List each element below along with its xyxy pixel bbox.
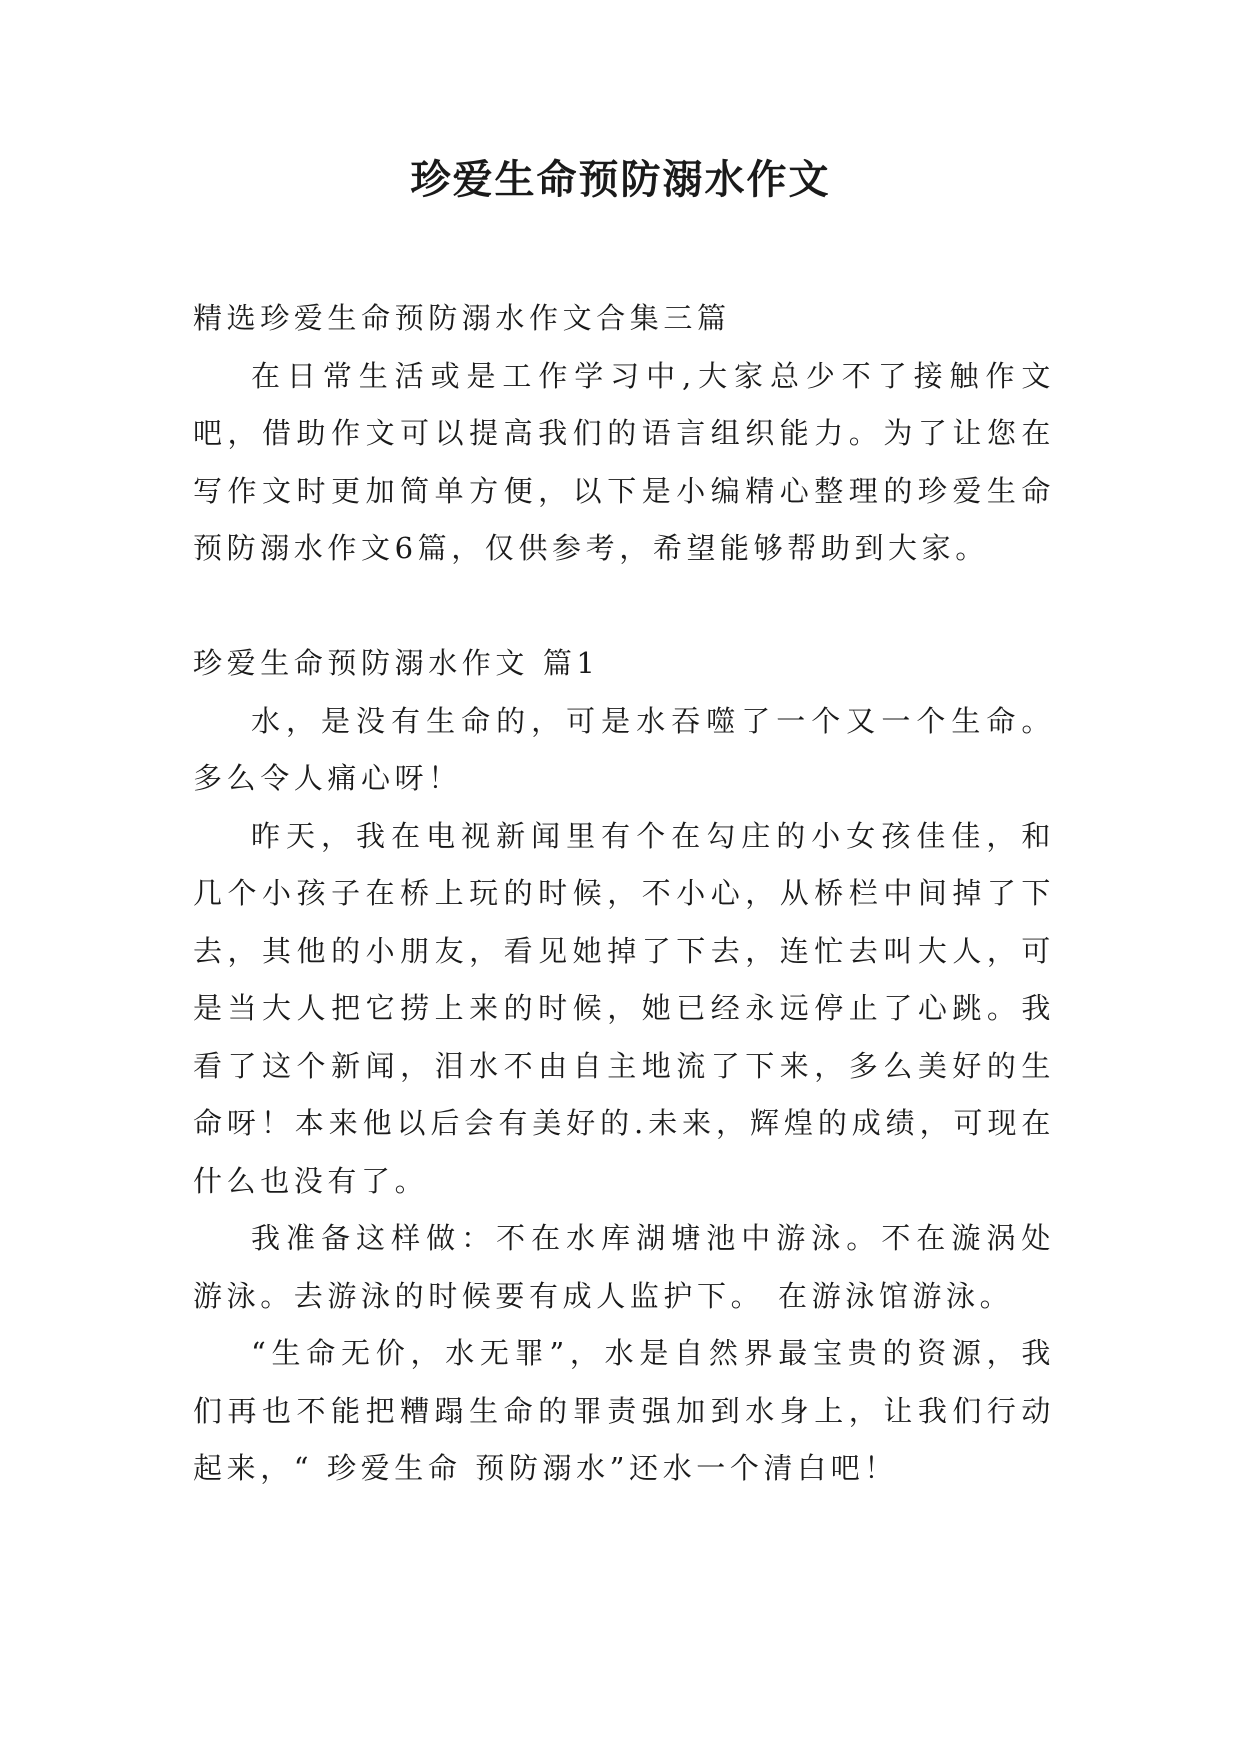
document-body xyxy=(193,290,1055,1498)
document-subtitle: 精选珍爱生命预防溺水作文合集三篇 xyxy=(193,301,731,335)
intro-paragraph: 在日常生活或是工作学习中,大家总少不了接触作文吧，借助作文可以提高我们的语言组织能力。为了让您在写作文时更加简单方便，以下是小编精心整理的珍爱生命预防溺水作文6篇，仅供参考，希望能够帮助到大家。 xyxy=(193,358,1055,565)
body-paragraph: 昨天，我在电视新闻里有个在勾庄的小女孩佳佳，和几个小孩子在桥上玩的时候，不小心，从桥栏中间掉了下去，其他的小朋友，看见她掉了下去，连忙去叫大人，可是当大人把它捞上来的时候，她已经永远停止了心跳。我看了这个新闻，泪水不由自主地流了下来，多么美好的生命呀！本来他以后会有美好的.未来，辉煌的成绩，可现在什么也没有了。 xyxy=(193,818,1055,1198)
body-paragraph: 水，是没有生命的，可是水吞噬了一个又一个生命。多么令人痛心呀！ xyxy=(193,703,1055,795)
body-paragraph: 我准备这样做：不在水库湖塘池中游泳。不在漩涡处游泳。去游泳的时候要有成人监护下。 在游泳馆游泳。 xyxy=(193,1221,1055,1313)
document-title: 珍爱生命预防溺水作文 xyxy=(410,157,831,203)
body-paragraph: “生命无价，水无罪”，水是自然界最宝贵的资源，我们再也不能把糟蹋生命的罪责强加到水身上，让我们行动起来，“ 珍爱生命 预防溺水”还水一个清白吧！ xyxy=(193,1336,1055,1485)
section-heading: 珍爱生命预防溺水作文 篇1 xyxy=(193,646,600,680)
section-spacer xyxy=(193,578,1055,636)
